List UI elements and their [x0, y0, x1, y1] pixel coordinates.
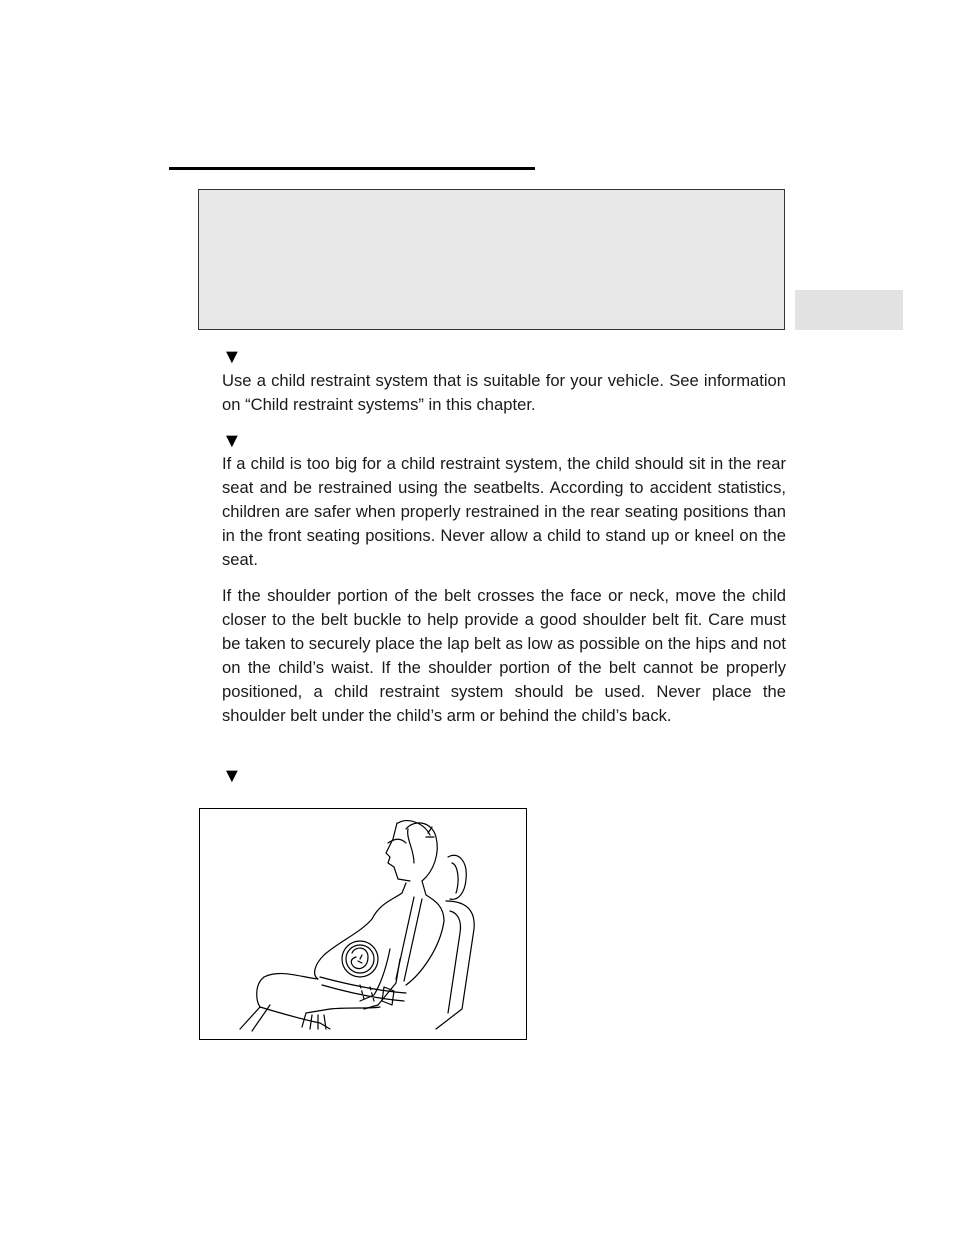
- warning-box: [198, 189, 785, 330]
- paragraph: If a child is too big for a child restraint system, the child should sit in the rear seat and be restrained using the seatbelts. According to accident statistics, children are safer when properly restrained in the rear seating positions than in the front seating positions. Never allow a child to stand up or kneel on the seat.: [222, 454, 786, 569]
- section-marker: ▼: [222, 765, 242, 787]
- paragraph: Use a child restraint system that is suitable for your vehicle. See information on “Child restraint systems” in this chapter.: [222, 371, 786, 414]
- section-marker: ▼: [222, 430, 242, 452]
- paragraph: If the shoulder portion of the belt crosses the face or neck, move the child closer to the belt buckle to help provide a good shoulder belt fit. Care must be taken to securely place the lap belt as low as possible on the hips and not on the child’s waist. If the shoulder portion of the belt cannot be properly positioned, a child restraint system should be used. Never place the shoulder belt under the child’s arm or behind the child’s back.: [222, 586, 786, 725]
- section-rule: [169, 167, 535, 170]
- section-marker: ▼: [222, 346, 242, 368]
- chapter-tab: [795, 290, 903, 330]
- pregnant-woman-seatbelt-illustration: [199, 808, 527, 1040]
